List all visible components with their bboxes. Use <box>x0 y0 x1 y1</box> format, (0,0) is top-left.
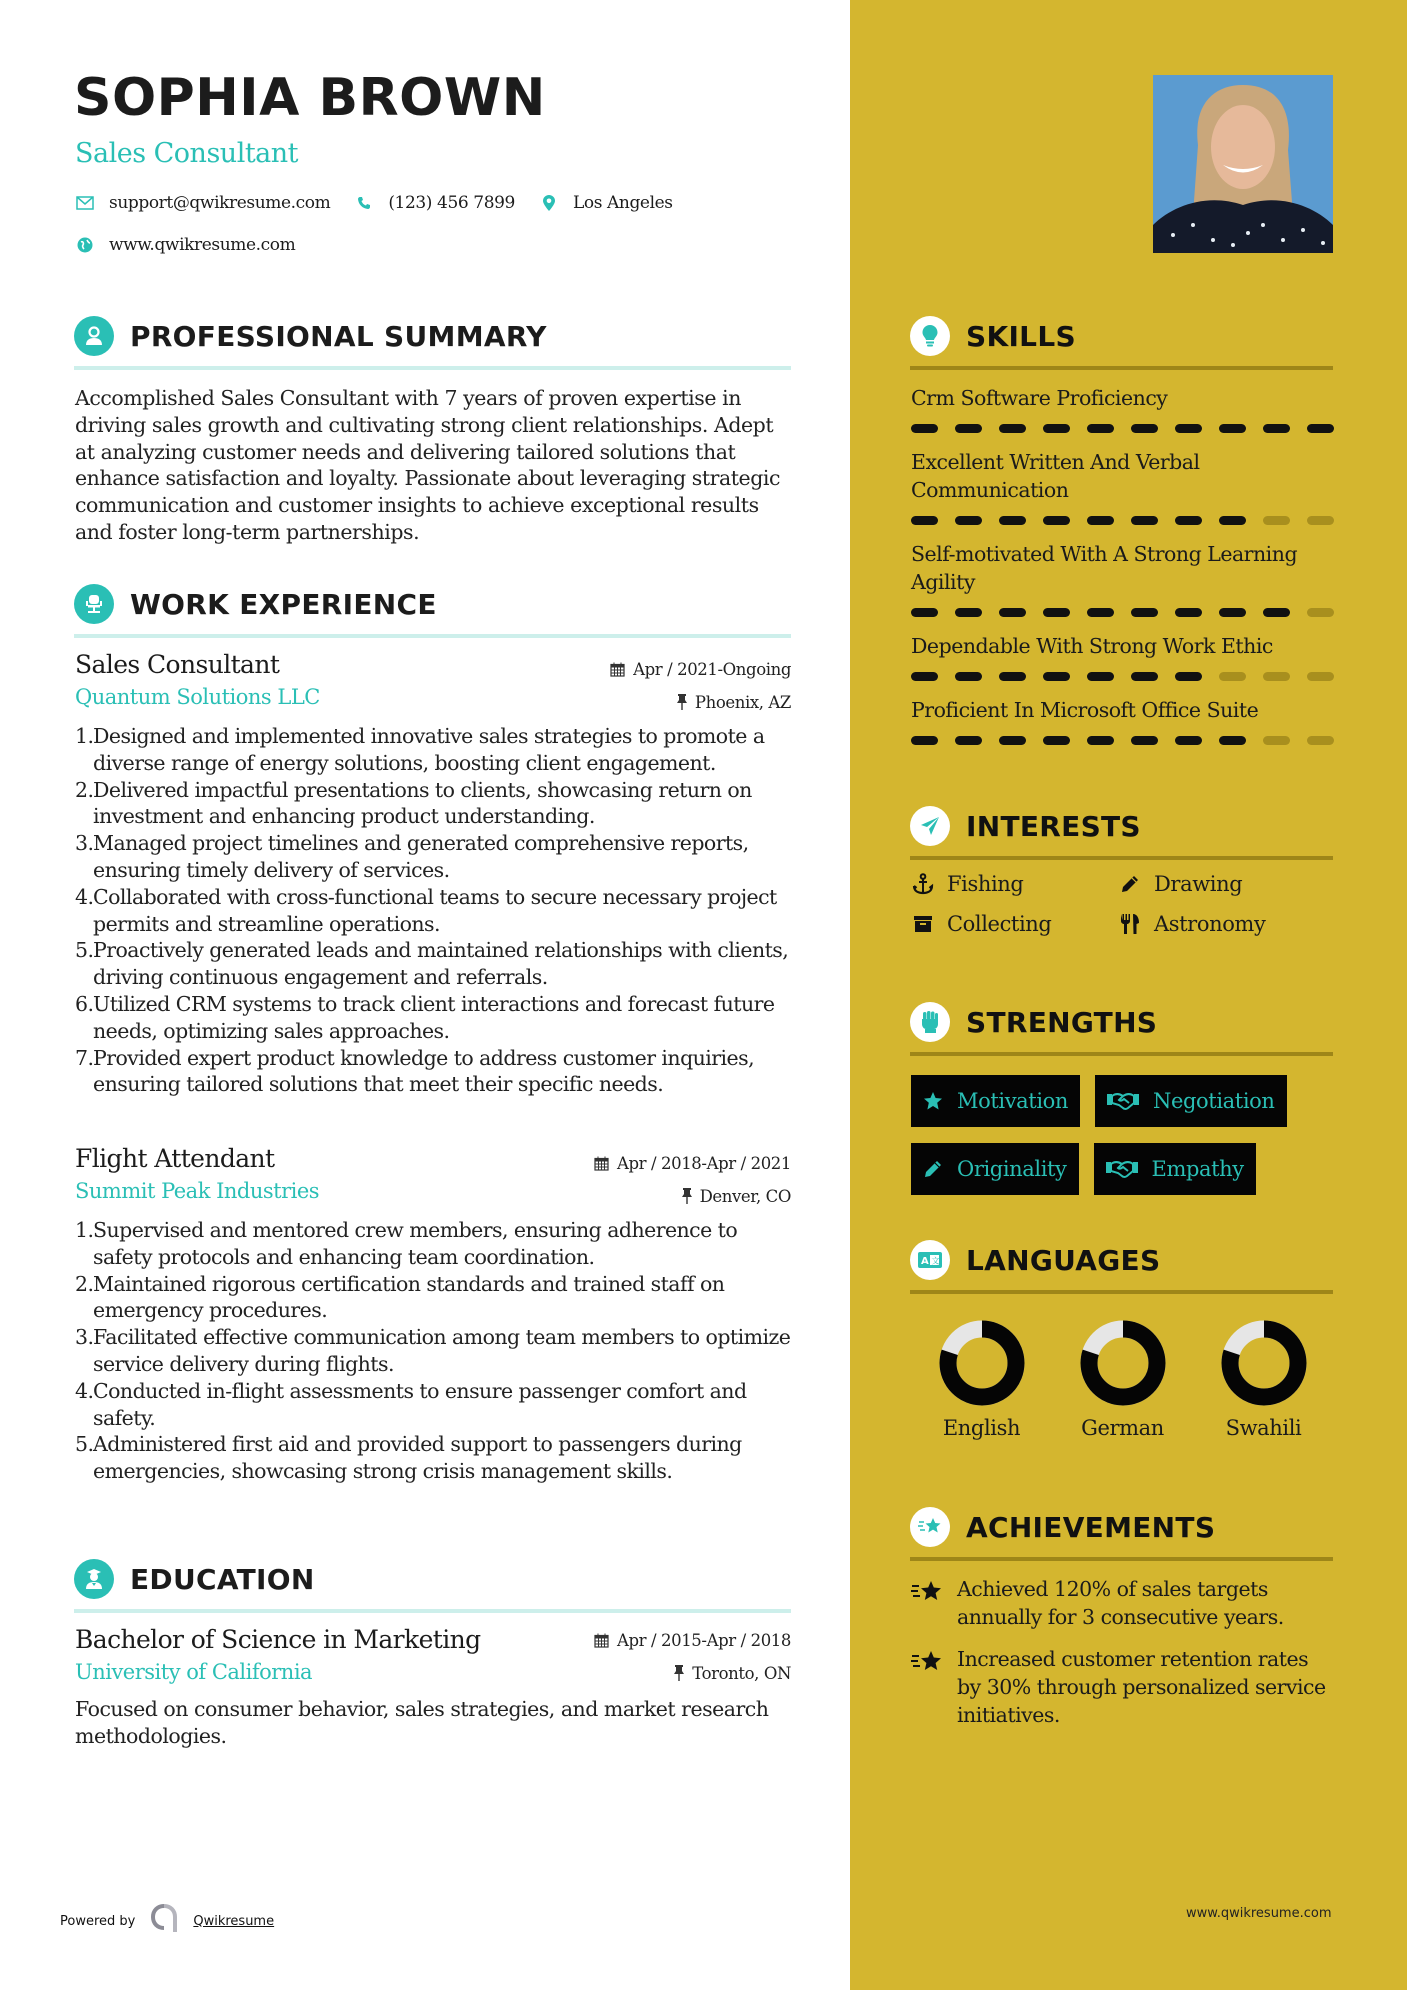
section-languages <box>910 1240 1333 1294</box>
section-title: ACHIEVEMENTS <box>966 1510 1216 1544</box>
job-company: Summit Peak Industries <box>75 1179 320 1203</box>
language-name: English <box>942 1416 1021 1440</box>
star-icon <box>923 1091 943 1111</box>
bullet-item: 5. Proactively generated leads and maintained relationships with clients, driving continuous engagement and referrals. <box>75 938 789 990</box>
achievement-item <box>911 1645 1334 1729</box>
job-bullets <box>75 723 791 1098</box>
calendar-icon <box>594 1633 609 1648</box>
strength-label: Empathy <box>1151 1157 1244 1181</box>
candidate-name: SOPHIA BROWN <box>74 68 546 128</box>
skill-name: Dependable With Strong Work Ethic <box>911 634 1273 658</box>
skill-level-bar <box>911 608 1334 617</box>
anchor-icon <box>911 873 935 895</box>
strength-label: Motivation <box>957 1089 1069 1113</box>
shooting-star-icon <box>910 1507 950 1547</box>
section-divider <box>910 1557 1333 1561</box>
section-divider <box>910 1290 1333 1294</box>
section-title: INTERESTS <box>966 809 1141 843</box>
degree-title: Bachelor of Science in Marketing <box>75 1625 481 1654</box>
section-title: WORK EXPERIENCE <box>130 587 437 621</box>
skill-level-bar <box>911 424 1334 433</box>
achievement-text: Achieved 120% of sales targets annually for 3 consecutive years. <box>957 1577 1284 1629</box>
strength-badge <box>1094 1143 1256 1195</box>
handshake-icon <box>1106 1159 1138 1179</box>
strength-badge <box>911 1143 1079 1195</box>
bullet-item: 4. Collaborated with cross-functional teams to secure necessary project permits and streamline operations. <box>75 884 777 936</box>
location-text: Los Angeles <box>572 193 673 213</box>
achievement-item <box>911 1575 1334 1631</box>
skill-name: Proficient In Microsoft Office Suite <box>911 698 1259 722</box>
education-dates: Apr / 2015-Apr / 2018 <box>617 1630 791 1650</box>
job-meta <box>594 1152 791 1207</box>
education-location: Toronto, ON <box>692 1663 791 1683</box>
shooting-star-icon <box>911 1645 945 1729</box>
website-text: www.qwikresume.com <box>109 235 296 255</box>
contact-phone[interactable] <box>354 193 515 213</box>
bullet-item: 2. Delivered impactful presentations to clients, showcasing return on investment and enhancing product understanding. <box>75 777 752 829</box>
pushpin-icon <box>677 694 687 710</box>
education-meta <box>594 1629 791 1684</box>
education-description: Focused on consumer behavior, sales strategies, and market research methodologies. <box>75 1697 769 1748</box>
languages-list <box>911 1320 1334 1440</box>
candidate-title: Sales Consultant <box>75 138 299 169</box>
job-bullets <box>75 1217 791 1485</box>
job-dates: Apr / 2021-Ongoing <box>633 659 791 679</box>
skill-level-bar <box>911 736 1334 745</box>
section-strengths <box>910 1002 1333 1056</box>
job-title: Sales Consultant <box>75 650 280 679</box>
strength-badge <box>911 1075 1080 1127</box>
envelope-icon <box>75 193 95 213</box>
language-proficiency-donut <box>939 1320 1025 1406</box>
strength-label: Originality <box>957 1157 1067 1181</box>
bullet-item: 3. Managed project timelines and generated comprehensive reports, ensuring timely delivery of services. <box>75 831 749 882</box>
bullet-item: 1. Supervised and mentored crew members, ensuring adherence to safety protocols and enhancing team coordination. <box>75 1218 738 1269</box>
skills-list <box>911 384 1334 760</box>
skill-name: Crm Software Proficiency <box>911 386 1168 410</box>
section-achievements <box>910 1507 1333 1561</box>
language-proficiency-donut <box>1080 1320 1166 1406</box>
job-company: Quantum Solutions LLC <box>75 685 320 709</box>
lightbulb-icon <box>910 316 950 356</box>
job-location: Denver, CO <box>699 1186 791 1206</box>
bullet-item: 1. Designed and implemented innovative sales strategies to promote a diverse range of energy solutions, boosting client engagement. <box>75 724 765 775</box>
phone-icon <box>354 193 374 213</box>
powered-by <box>60 1904 274 1938</box>
job-dates: Apr / 2018-Apr / 2021 <box>617 1153 791 1173</box>
contact-row-2 <box>75 235 319 255</box>
graduate-icon <box>74 1559 114 1599</box>
fist-icon <box>910 1002 950 1042</box>
footer-website[interactable]: www.qwikresume.com <box>1186 1906 1332 1921</box>
powered-by-text: Powered by <box>60 1913 136 1929</box>
contact-row-1 <box>75 193 697 213</box>
strength-badge <box>1095 1075 1287 1127</box>
interest-item <box>911 912 1118 936</box>
calendar-icon <box>610 662 625 677</box>
pencil-icon <box>1118 874 1142 894</box>
strengths-list <box>911 1075 1334 1211</box>
interest-label: Fishing <box>947 872 1024 896</box>
section-divider <box>74 366 791 370</box>
interest-label: Collecting <box>947 912 1052 936</box>
phone-text: (123) 456 7899 <box>388 193 515 213</box>
summary-text: Accomplished Sales Consultant with 7 years of proven expertise in driving sales growth and cultivating strong client relationships. Adept at analyzing customer needs and delivering tailored solutions that enhance satisfaction and loyalty. Passionate about leveraging strategic communication and customer insights to achieve exceptional results and foster long-term partnerships. <box>75 386 781 544</box>
bullet-item: 4. Conducted in-flight assessments to ensure passenger comfort and safety. <box>75 1378 747 1430</box>
language-name: Swahili <box>1225 1416 1302 1440</box>
skill-item <box>911 632 1334 681</box>
cutlery-icon <box>1118 913 1142 935</box>
section-divider <box>910 1052 1333 1056</box>
bullet-item: 6. Utilized CRM systems to track client interactions and forecast future needs, optimizing sales approaches. <box>75 991 775 1043</box>
section-title: PROFESSIONAL SUMMARY <box>130 319 547 353</box>
user-icon <box>74 316 114 356</box>
language-name: German <box>1081 1416 1164 1440</box>
svg-text:文: 文 <box>931 1256 940 1266</box>
language-proficiency-donut <box>1221 1320 1307 1406</box>
pushpin-icon <box>674 1665 684 1681</box>
pushpin-icon <box>682 1188 692 1204</box>
job-entry-1 <box>75 650 791 1098</box>
interests-list <box>911 872 1334 936</box>
interest-item <box>1118 872 1325 896</box>
email-text: support@qwikresume.com <box>109 193 331 213</box>
job-title: Flight Attendant <box>75 1144 275 1173</box>
qwikresume-logo-icon <box>151 1904 177 1938</box>
section-title: SKILLS <box>966 319 1076 353</box>
section-work-experience <box>74 584 791 638</box>
job-entry-2 <box>75 1144 791 1485</box>
skill-level-bar <box>911 672 1334 681</box>
globe-icon <box>75 235 95 255</box>
svg-text:A: A <box>921 1256 929 1267</box>
archive-box-icon <box>911 914 935 934</box>
skill-item <box>911 540 1334 617</box>
map-pin-icon <box>539 193 559 213</box>
interest-item <box>911 872 1118 896</box>
section-professional-summary <box>74 316 791 370</box>
section-education <box>74 1559 791 1613</box>
section-divider <box>74 634 791 638</box>
bullet-item: 7. Provided expert product knowledge to address customer inquiries, ensuring tailored solutions that meet their specific needs. <box>75 1045 755 1097</box>
language-item <box>1193 1320 1334 1440</box>
skill-item <box>911 448 1334 525</box>
education-entry <box>75 1625 791 1750</box>
contact-website[interactable] <box>75 235 295 255</box>
section-title: STRENGTHS <box>966 1005 1158 1039</box>
skill-item <box>911 696 1334 745</box>
section-title: EDUCATION <box>130 1562 315 1596</box>
shooting-star-icon <box>911 1575 945 1631</box>
section-skills <box>910 316 1333 370</box>
section-divider <box>910 856 1333 860</box>
section-interests <box>910 806 1333 860</box>
job-location: Phoenix, AZ <box>694 692 791 712</box>
pencil-icon <box>923 1159 943 1179</box>
school-name: University of California <box>75 1660 313 1684</box>
contact-location <box>539 193 673 213</box>
language-item <box>1052 1320 1193 1440</box>
strength-label: Negotiation <box>1153 1089 1275 1113</box>
section-divider <box>910 366 1333 370</box>
office-chair-icon <box>74 584 114 624</box>
interest-label: Astronomy <box>1154 912 1266 936</box>
contact-email[interactable] <box>75 193 330 213</box>
skill-level-bar <box>911 516 1334 525</box>
qwikresume-link[interactable]: Qwikresume <box>193 1913 275 1929</box>
profile-photo <box>1153 75 1333 253</box>
interest-item <box>1118 912 1325 936</box>
handshake-icon <box>1107 1091 1139 1111</box>
achievement-text: Increased customer retention rates by 30% through personalized service initiatives. <box>957 1647 1326 1727</box>
skill-item <box>911 384 1334 433</box>
section-divider <box>74 1609 791 1613</box>
section-title: LANGUAGES <box>966 1243 1161 1277</box>
job-meta <box>610 658 791 713</box>
bullet-item: 3. Facilitated effective communication among team members to optimize service delivery during flights. <box>75 1325 791 1376</box>
language-item <box>911 1320 1052 1440</box>
skill-name: Self-motivated With A Strong Learning Agility <box>911 542 1298 594</box>
skill-name: Excellent Written And Verbal Communication <box>911 450 1200 502</box>
paper-plane-icon <box>910 806 950 846</box>
achievements-list <box>911 1575 1334 1743</box>
bullet-item: 5. Administered first aid and provided support to passengers during emergencies, showcasing strong crisis management skills. <box>75 1432 742 1484</box>
calendar-icon <box>594 1156 609 1171</box>
bullet-item: 2. Maintained rigorous certification standards and trained staff on emergency procedures. <box>75 1271 725 1323</box>
translate-icon <box>910 1240 950 1280</box>
interest-label: Drawing <box>1154 872 1243 896</box>
